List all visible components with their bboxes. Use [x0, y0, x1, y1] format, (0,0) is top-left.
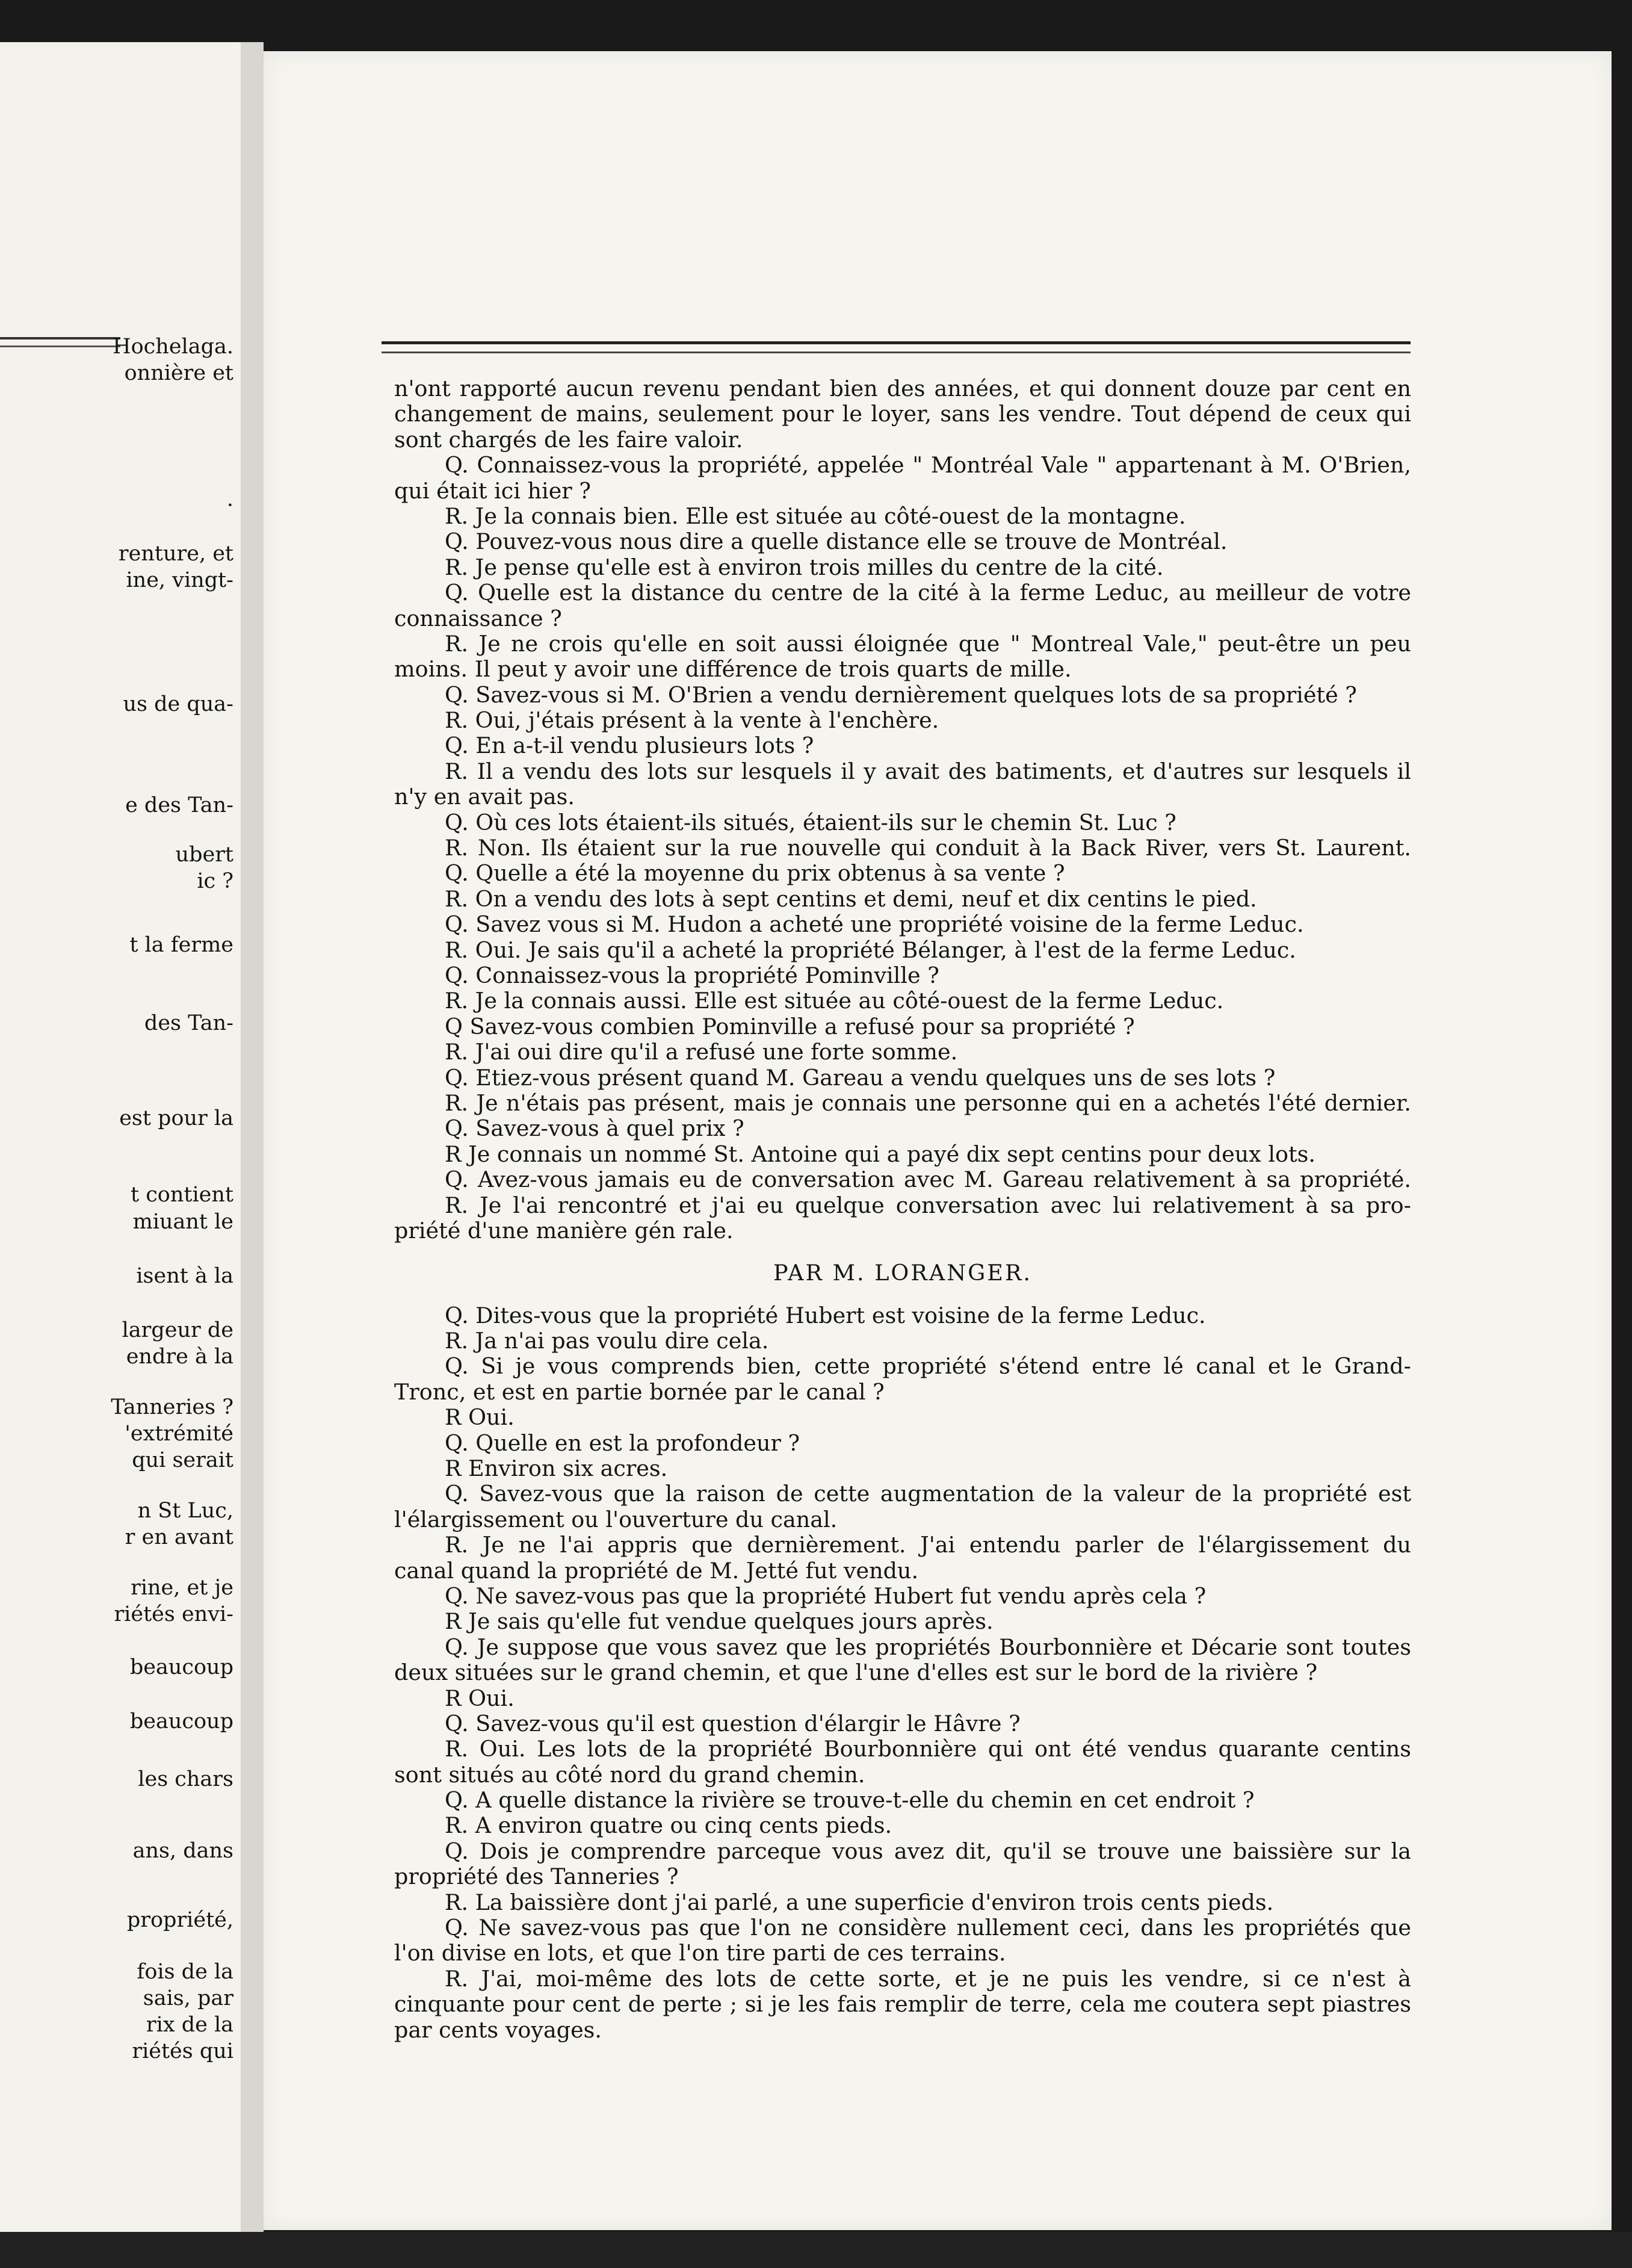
text-line: n'y en avait pas.: [394, 784, 575, 810]
previous-page-fragment: ans, dans: [132, 1839, 233, 1863]
section-heading: PAR M. LORANGER.: [773, 1260, 1033, 1286]
text-line: R. Je la connais aussi. Elle est située au côté-ouest de la ferme Leduc.: [445, 988, 1224, 1014]
previous-page-fragment: t la ferme: [129, 933, 233, 957]
text-line: Q. Pouvez-vous nous dire a quelle distance elle se trouve de Montréal.: [445, 528, 1228, 555]
previous-page-fragment: r en avant: [125, 1525, 233, 1549]
previous-page-fragment: Hochelaga.: [113, 335, 233, 359]
text-line: R. Je la connais bien. Elle est située au côté-ouest de la montagne.: [445, 503, 1186, 529]
previous-page-fragment: rix de la: [146, 2013, 233, 2037]
text-line: canal quand la propriété de M. Jetté fut vendu.: [394, 1557, 919, 1584]
text-line: R. J'ai, moi-même des lots de cette sorte, et je ne puis les vendre, si ce n'est à: [445, 1965, 1411, 1992]
text-line: qui était ici hier ?: [394, 477, 591, 504]
previous-page-fragment: ·: [226, 494, 233, 518]
text-line: R. Il a vendu des lots sur lesquels il y avait des batiments, et d'autres sur lesquels il: [445, 758, 1411, 784]
text-line: R. A environ quatre ou cinq cents pieds.: [445, 1812, 892, 1839]
text-line: Q. Savez-vous que la raison de cette augmentation de la valeur de la propriété est: [445, 1481, 1411, 1507]
scan-border: [0, 2232, 1632, 2268]
text-line: l'on divise en lots, et que l'on tire parti de ces terrains.: [394, 1940, 1006, 1966]
text-line: moins. Il peut y avoir une différence de trois quarts de mille.: [394, 656, 1072, 683]
text-line: R Environ six acres.: [445, 1455, 668, 1482]
text-line: Q. Connaissez-vous la propriété Pominville ?: [445, 962, 939, 988]
previous-page-fragment: beaucoup: [129, 1709, 233, 1734]
text-line: R. J'ai oui dire qu'il a refusé une forte somme.: [445, 1039, 958, 1065]
text-line: R Je sais qu'elle fut vendue quelques jours après.: [445, 1608, 994, 1635]
document-page: [264, 51, 1612, 2230]
text-line: n'ont rapporté aucun revenu pendant bien des années, et qui donnent douze par cent en: [394, 376, 1411, 401]
text-line: Q. Etiez-vous présent quand M. Gareau a vendu quelques uns de ses lots ?: [445, 1064, 1276, 1091]
text-line: Q. Savez-vous si M. O'Brien a vendu dernièrement quelques lots de sa propriété ?: [445, 681, 1357, 708]
testimony-section-1: [394, 376, 1411, 1244]
text-line: Q. Dois je comprendre parceque vous avez dit, qu'il se trouve une baissière sur la: [445, 1838, 1411, 1864]
text-line: Q. Savez-vous qu'il est question d'élargir le Hâvre ?: [445, 1710, 1021, 1737]
text-line: Q. Je suppose que vous savez que les propriétés Bourbonnière et Décarie sont toutes: [445, 1634, 1411, 1660]
previous-page-fragment: renture, et: [118, 542, 233, 566]
previous-page-fragment: t contient: [131, 1183, 233, 1207]
previous-page-fragment: 'extrémité: [125, 1422, 233, 1446]
previous-page-fragment: ic ?: [197, 869, 233, 893]
previous-page-fragment: riétés qui: [132, 2039, 233, 2063]
text-line: R. Oui. Je sais qu'il a acheté la propriété Bélanger, à l'est de la ferme Leduc.: [445, 937, 1296, 963]
text-line: Q. Ne savez-vous pas que la propriété Hubert fut vendu après cela ?: [445, 1582, 1207, 1609]
text-line: Q. Connaissez-vous la propriété, appelée " Montréal Vale " appartenant à M. O'Brien,: [445, 452, 1411, 479]
previous-page-fragment: ubert: [175, 843, 233, 867]
previous-page-fragment: riétés envi-: [114, 1602, 233, 1626]
previous-page-fragment: beaucoup: [129, 1655, 233, 1679]
text-line: R. Je l'ai rencontré et j'ai eu quelque conversation avec lui relativement à sa pro-: [445, 1192, 1411, 1218]
previous-page-fragment: Tanneries ?: [111, 1395, 233, 1419]
text-line: R Oui.: [445, 1404, 515, 1431]
text-line: connaissance ?: [394, 605, 562, 631]
text-line: sont chargés de les faire valoir.: [394, 426, 743, 453]
previous-page-fragment: des Tan-: [144, 1011, 233, 1035]
text-line: R. Je ne crois qu'elle en soit aussi éloignée que " Montreal Vale," peut-être un peu: [445, 630, 1411, 657]
previous-page-fragment: us de qua-: [123, 692, 233, 716]
text-line: R. Non. Ils étaient sur la rue nouvelle qui conduit à la Back River, vers St. Laurent.: [445, 835, 1411, 861]
previous-page-fragment: ine, vingt-: [126, 568, 233, 592]
previous-page-fragment: les chars: [138, 1767, 233, 1791]
text-line: propriété des Tanneries ?: [394, 1864, 679, 1890]
text-line: cinquante pour cent de perte ; si je les fais remplir de terre, cela me coutera sept piastres: [394, 1991, 1411, 2018]
text-line: Q. Savez-vous à quel prix ?: [445, 1115, 744, 1142]
previous-page-fragment: sais, par: [143, 1986, 233, 2010]
text-line: Q. A quelle distance la rivière se trouve-t-elle du chemin en cet endroit ?: [445, 1787, 1255, 1814]
previous-page-fragment: est pour la: [119, 1106, 233, 1130]
page-gutter: [241, 42, 264, 2233]
text-line: R. La baissière dont j'ai parlé, a une superficie d'environ trois cents pieds.: [445, 1889, 1274, 1915]
previous-page-fragment: rine, et je: [131, 1576, 233, 1600]
previous-page-fragment: fois de la: [137, 1960, 233, 1984]
previous-page-fragment: onnière et: [124, 361, 233, 385]
text-line: sont situés au côté nord du grand chemin.: [394, 1761, 865, 1788]
previous-page-fragment: endre à la: [126, 1345, 233, 1369]
text-line: R. Oui, j'étais présent à la vente à l'enchère.: [445, 707, 939, 734]
text-line: par cents voyages.: [394, 2016, 602, 2043]
text-line: priété d'une manière gén rale.: [394, 1217, 734, 1244]
text-line: l'élargissement ou l'ouverture du canal.: [394, 1506, 838, 1532]
text-line: Q. Savez vous si M. Hudon a acheté une propriété voisine de la ferme Leduc.: [445, 911, 1304, 938]
text-line: R. Je pense qu'elle est à environ trois milles du centre de la cité.: [445, 554, 1164, 580]
text-line: Q. Quelle a été la moyenne du prix obtenus à sa vente ?: [445, 860, 1065, 887]
previous-page-fragment: miuant le: [132, 1210, 233, 1234]
text-line: Q. Dites-vous que la propriété Hubert est voisine de la ferme Leduc.: [445, 1302, 1206, 1328]
text-line: R. Oui. Les lots de la propriété Bourbonnière qui ont été vendus quarante centins: [445, 1736, 1411, 1762]
text-line: Q. En a-t-il vendu plusieurs lots ?: [445, 733, 814, 759]
text-line: deux situées sur le grand chemin, et que l'une d'elles est sur le bord de la rivière ?: [394, 1659, 1318, 1686]
previous-page-fragment: qui serait: [132, 1448, 233, 1472]
text-line: R. On a vendu des lots à sept centins et demi, neuf et dix centins le pied.: [445, 885, 1257, 912]
text-line: Q. Quelle en est la profondeur ?: [445, 1430, 800, 1456]
text-line: R. Ja n'ai pas voulu dire cela.: [445, 1328, 769, 1354]
text-line: changement de mains, seulement pour le loyer, sans les vendre. Tout dépend de ceux qui: [394, 401, 1411, 427]
text-line: Q. Ne savez-vous pas que l'on ne considère nullement ceci, dans les propriétés que: [445, 1915, 1411, 1941]
text-line: R. Je ne l'ai appris que dernièrement. J'ai entendu parler de l'élargissement du: [445, 1532, 1411, 1558]
previous-page-fragment: propriété,: [126, 1908, 233, 1932]
text-line: Q. Si je vous comprends bien, cette propriété s'étend entre lé canal et le Grand-: [445, 1353, 1411, 1380]
text-line: Q. Où ces lots étaient-ils situés, étaient-ils sur le chemin St. Luc ?: [445, 809, 1176, 835]
text-line: R. Je n'étais pas présent, mais je connais une personne qui en a achetés l'été dernier.: [445, 1089, 1411, 1116]
testimony-section-2: [394, 1303, 1411, 2043]
text-line: Tronc, et est en partie bornée par le canal ?: [394, 1378, 885, 1405]
page-body: [394, 376, 1411, 2043]
page-rule: [0, 337, 120, 347]
text-line: Q. Quelle est la distance du centre de la cité à la ferme Leduc, au meilleur de votre: [445, 580, 1411, 606]
text-line: R Je connais un nommé St. Antoine qui a payé dix sept centins pour deux lots.: [445, 1141, 1316, 1167]
text-line: Q. Avez-vous jamais eu de conversation avec M. Gareau relativement à sa propriété.: [445, 1167, 1411, 1193]
previous-page-fragment: largeur de: [122, 1318, 233, 1342]
previous-page: [0, 42, 241, 2233]
text-line: R Oui.: [445, 1685, 515, 1711]
text-line: Q Savez-vous combien Pominville a refusé pour sa propriété ?: [445, 1013, 1135, 1040]
previous-page-fragment: isent à la: [136, 1264, 233, 1288]
previous-page-fragment: e des Tan-: [125, 793, 233, 817]
previous-page-fragment: n St Luc,: [137, 1499, 233, 1523]
header-rule: [382, 341, 1411, 353]
